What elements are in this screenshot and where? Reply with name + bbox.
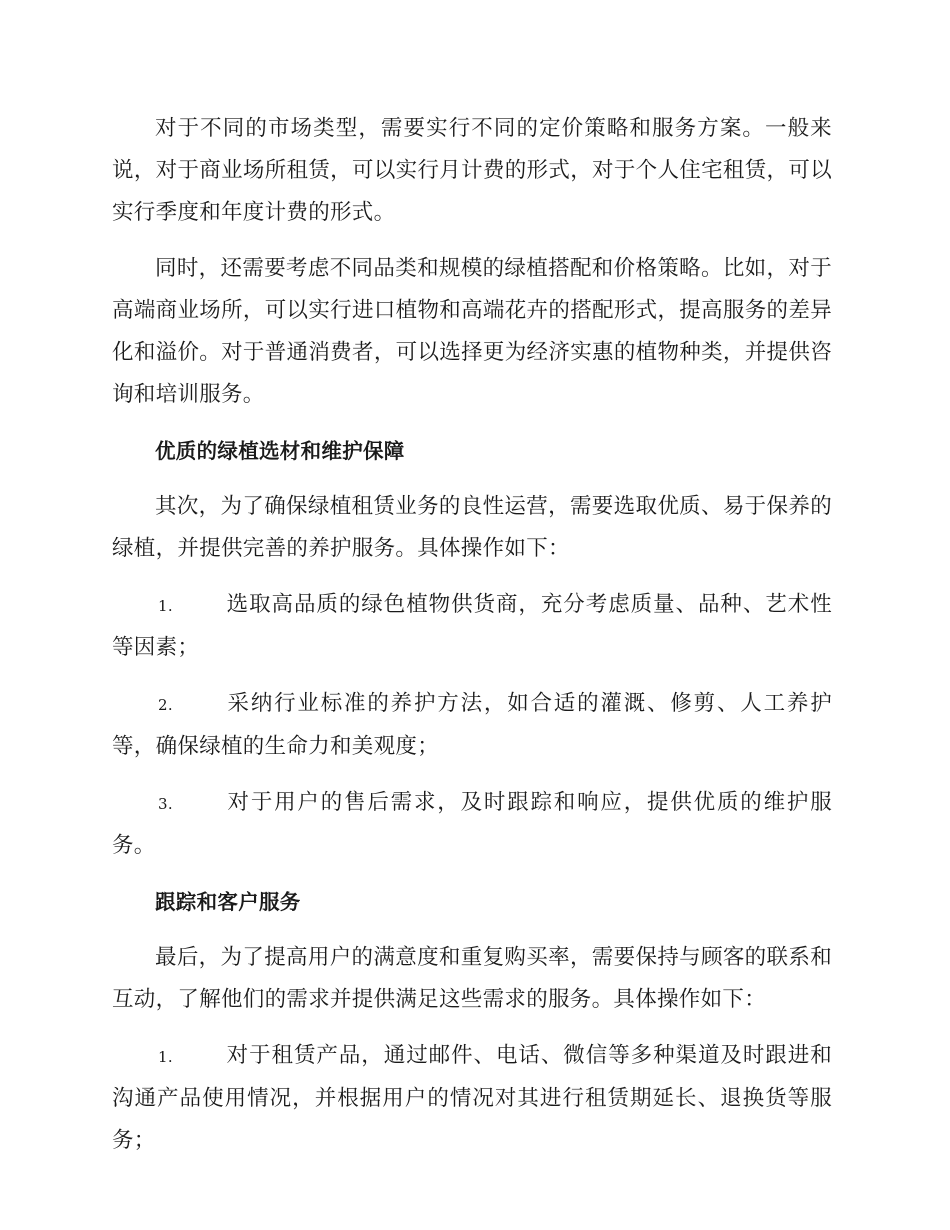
list-number: 1. [158,1048,173,1066]
list-item [112,584,832,669]
section-intro: 其次，为了确保绿植租赁业务的良性运营，需要选取优质、易于保养的绿植，并提供完善的养护服务。具体操作如下： [112,494,832,561]
list-number: 2. [158,696,173,714]
list-item [112,683,832,768]
list-item-text: 对于用户的售后需求，及时跟踪和响应，提供优质的维护服务。 [112,790,832,858]
section-heading: 优质的绿植选材和维护保障 [155,439,405,463]
body-paragraph: 对于不同的市场类型，需要实行不同的定价策略和服务方案。一般来说，对于商业场所租赁，可以实行月计费的形式，对于个人住宅租赁，可以实行季度和年度计费的形式。 [112,116,832,225]
list-item-text: 选取高品质的绿色植物供货商，充分考虑质量、品种、艺术性等因素； [112,592,832,660]
list-item [112,1035,832,1162]
document-page [112,108,832,1176]
list-item-text: 采纳行业标准的养护方法，如合适的灌溉、修剪、人工养护等，确保绿植的生命力和美观度； [112,691,832,759]
list-item-text: 对于租赁产品，通过邮件、电话、微信等多种渠道及时跟进和沟通产品使用情况，并根据用户的情况对其进行租赁期延长、退换货等服务； [112,1043,832,1153]
body-paragraph: 同时，还需要考虑不同品类和规模的绿植搭配和价格策略。比如，对于高端商业场所，可以实行进口植物和高端花卉的搭配形式，提高服务的差异化和溢价。对于普通消费者，可以选择更为经济实惠的植物种类，并提供咨询和培训服务。 [112,256,832,407]
section-intro: 最后，为了提高用户的满意度和重复购买率，需要保持与顾客的联系和互动，了解他们的需求并提供满足这些需求的服务。具体操作如下： [112,945,832,1012]
section-heading: 跟踪和客户服务 [155,890,301,914]
list-number: 1. [158,597,173,615]
list-item [112,782,832,867]
list-number: 3. [158,795,173,813]
